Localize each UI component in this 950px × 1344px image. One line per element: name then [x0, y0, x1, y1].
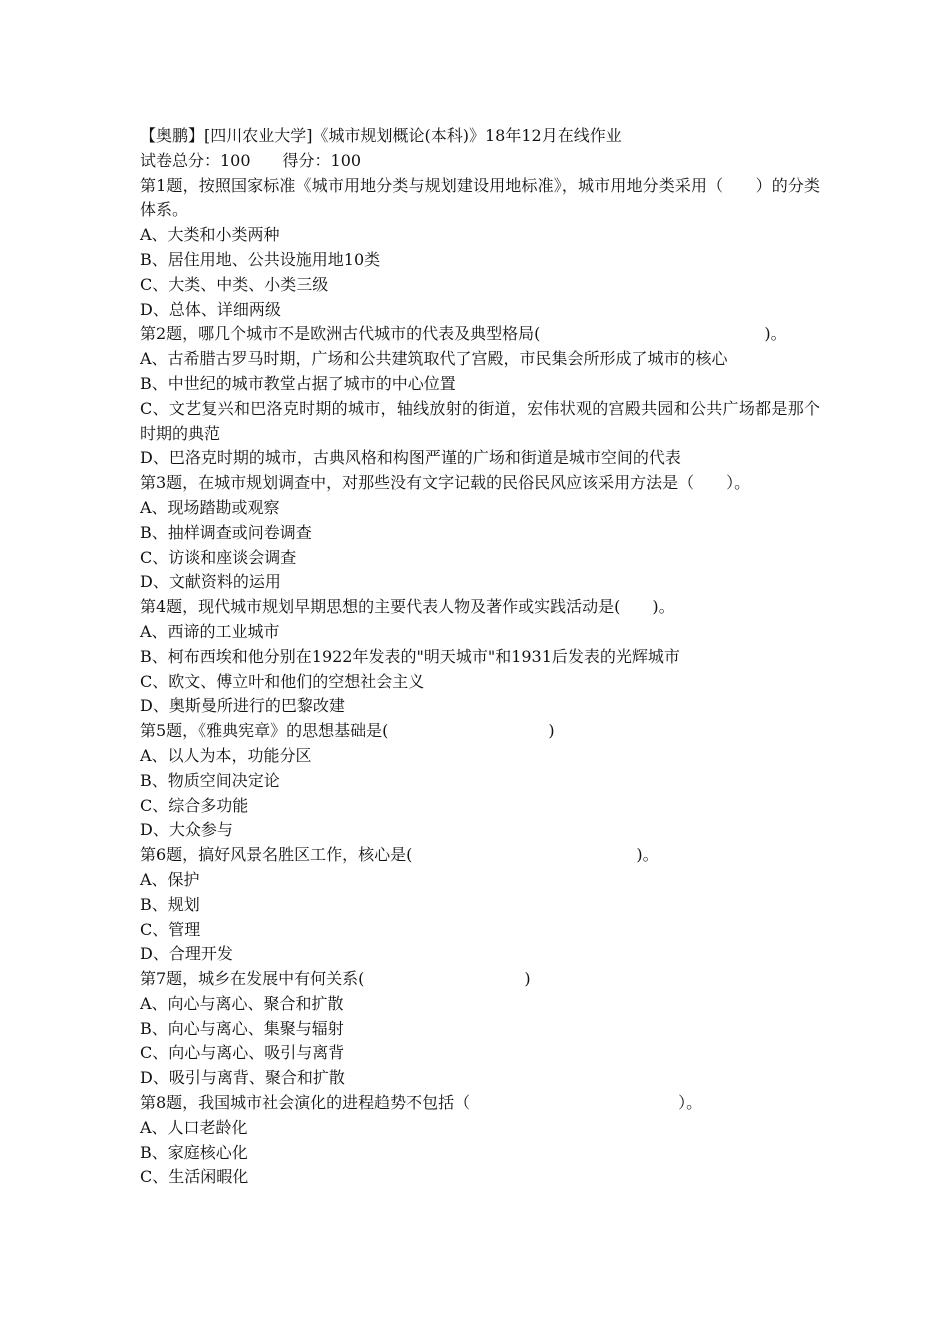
option-d: D、总体、详细两级: [140, 299, 281, 319]
question-stem: 第3题，在城市规划调查中，对那些没有文字记载的民俗民风应该采用方法是（ ）。: [140, 473, 751, 493]
option-b: B、中世纪的城市教堂占据了城市的中心位置: [140, 373, 456, 393]
question-stem: 第1题，按照国家标准《城市用地分类与规划建设用地标准》，城市用地分类采用（ ）的分类体系。: [140, 175, 820, 220]
option-b: B、抽样调查或问卷调查: [140, 522, 312, 542]
option-b: B、物质空间决定论: [140, 770, 280, 790]
option-c: C、向心与离心、吸引与离背: [140, 1043, 345, 1063]
option-c: C、访谈和座谈会调查: [140, 547, 297, 567]
document-page: [140, 124, 820, 1190]
question-6: [140, 843, 820, 967]
question-stem: 第5题，《雅典宪章》的思想基础是( ): [140, 721, 555, 741]
option-d: D、文献资料的运用: [140, 572, 281, 592]
question-3: [140, 471, 820, 595]
option-c: C、大类、中类、小类三级: [140, 274, 329, 294]
option-d: D、奥斯曼所进行的巴黎改建: [140, 696, 345, 716]
option-c: C、欧文、傅立叶和他们的空想社会主义: [140, 671, 425, 691]
option-c: C、管理: [140, 919, 201, 939]
question-2: [140, 322, 820, 471]
option-c: C、生活闲暇化: [140, 1167, 249, 1187]
option-a: A、古希腊古罗马时期，广场和公共建筑取代了宫殿，市民集会所形成了城市的核心: [140, 349, 728, 369]
option-a: A、保护: [140, 869, 200, 889]
option-b: B、向心与离心、集聚与辐射: [140, 1018, 344, 1038]
question-7: [140, 967, 820, 1091]
option-a: A、以人为本，功能分区: [140, 745, 312, 765]
question-4: [140, 595, 820, 719]
option-c: C、文艺复兴和巴洛克时期的城市，轴线放射的街道，宏伟状观的宫殿共园和公共广场都是那个时期的典范: [140, 398, 820, 443]
document-title: 【奥鹏】[四川农业大学]《城市规划概论(本科)》18年12月在线作业: [140, 126, 622, 145]
question-5: [140, 719, 820, 843]
question-stem: 第4题，现代城市规划早期思想的主要代表人物及著作或实践活动是( )。: [140, 597, 675, 617]
question-stem: 第8题，我国城市社会演化的进程趋势不包括（ ）。: [140, 1093, 703, 1113]
score-summary: 试卷总分：100 得分：100: [140, 150, 362, 170]
option-a: A、现场踏勘或观察: [140, 497, 280, 517]
question-stem: 第2题，哪几个城市不是欧洲古代城市的代表及典型格局( )。: [140, 324, 787, 344]
option-a: A、人口老龄化: [140, 1117, 248, 1137]
question-stem: 第6题，搞好风景名胜区工作，核心是( )。: [140, 845, 659, 865]
option-d: D、大众参与: [140, 820, 233, 840]
option-b: B、柯布西埃和他分别在1922年发表的"明天城市"和1931后发表的光辉城市: [140, 646, 680, 666]
option-a: A、向心与离心、聚合和扩散: [140, 993, 344, 1013]
option-b: B、规划: [140, 894, 200, 914]
option-d: D、合理开发: [140, 944, 233, 964]
question-1: [140, 174, 820, 323]
option-d: D、吸引与离背、聚合和扩散: [140, 1068, 345, 1088]
option-d: D、巴洛克时期的城市，古典风格和构图严谨的广场和街道是城市空间的代表: [140, 448, 681, 468]
option-b: B、居住用地、公共设施用地10类: [140, 249, 381, 269]
option-c: C、综合多功能: [140, 795, 249, 815]
question-stem: 第7题，城乡在发展中有何关系( ): [140, 969, 531, 989]
option-a: A、西谛的工业城市: [140, 621, 280, 641]
option-b: B、家庭核心化: [140, 1142, 248, 1162]
option-a: A、大类和小类两种: [140, 225, 280, 245]
question-8: [140, 1091, 820, 1190]
